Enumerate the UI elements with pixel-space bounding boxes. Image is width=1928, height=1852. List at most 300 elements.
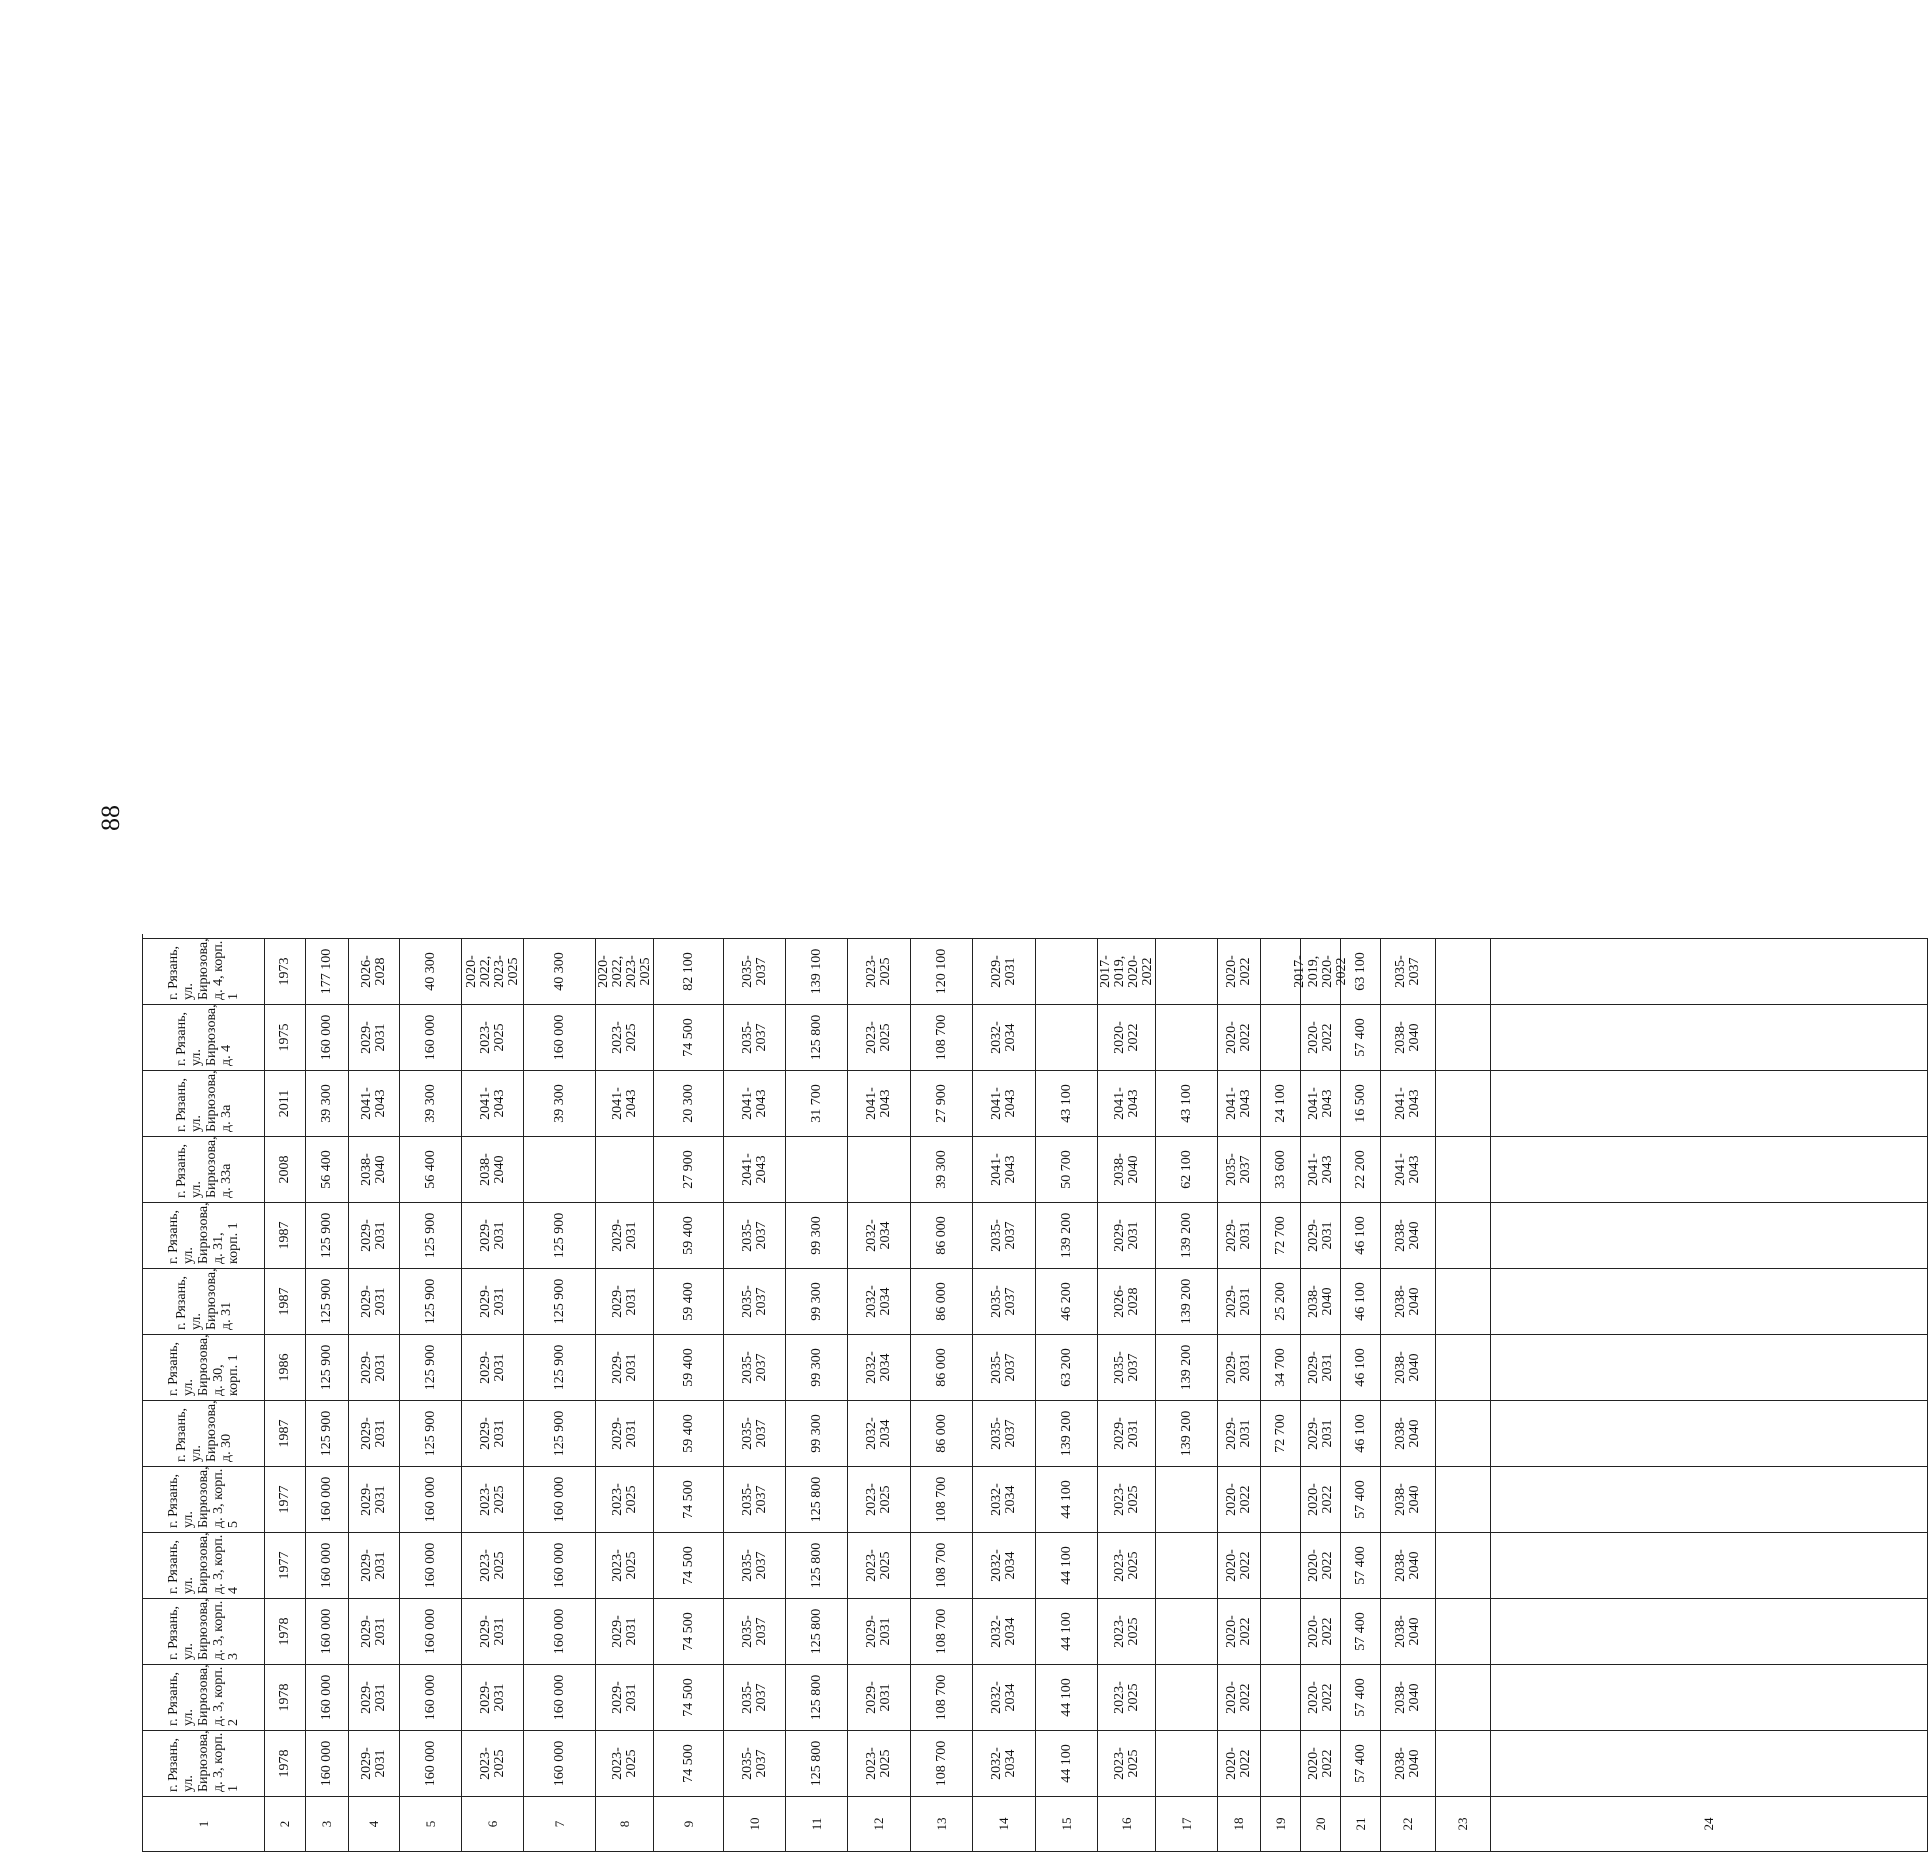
table-cell: 2041- 2043: [724, 1070, 786, 1136]
table-cell: 1978: [265, 1664, 306, 1730]
table-cell: 2026- 2028: [349, 938, 400, 1004]
table-cell: 2029- 2031: [848, 1664, 911, 1730]
table-cell: 39 300: [911, 1136, 973, 1202]
table-cell: 160 000: [524, 1730, 596, 1796]
column-header: 4: [349, 1796, 400, 1851]
table-cell: [1491, 1730, 1928, 1796]
table-cell: 2029- 2031: [349, 1334, 400, 1400]
column-header: 8: [596, 1796, 654, 1851]
table-cell: 2038- 2040: [1381, 1598, 1436, 1664]
table-cell: 2023- 2025: [848, 938, 911, 1004]
table-cell: 2029- 2031: [596, 1334, 654, 1400]
table-cell: 120 100: [911, 938, 973, 1004]
table-cell: 125 900: [400, 1202, 462, 1268]
column-header: 16: [1098, 1796, 1156, 1851]
table-cell: 24 100: [1261, 1070, 1301, 1136]
table-cell: 2029- 2031: [596, 1598, 654, 1664]
table-cell: 1987: [265, 1268, 306, 1334]
table-cell: 1973: [265, 938, 306, 1004]
table-cell: 108 700: [911, 1598, 973, 1664]
table-cell: 2020- 2022: [1218, 1730, 1261, 1796]
table-cell: 2023- 2025: [462, 1004, 524, 1070]
table-cell: 46 100: [1341, 1334, 1381, 1400]
table-cell: 2029- 2031: [1218, 1268, 1261, 1334]
table-cell: 2029- 2031: [1098, 1400, 1156, 1466]
table-cell: 2038- 2040: [1381, 1664, 1436, 1730]
table-cell: [1261, 1598, 1301, 1664]
table-cell: 57 400: [1341, 1664, 1381, 1730]
table-cell: 2023- 2025: [1098, 1598, 1156, 1664]
table-cell: 2020- 2022: [1218, 1466, 1261, 1532]
table-cell: 2035- 2037: [724, 1664, 786, 1730]
table-cell: 57 400: [1341, 1466, 1381, 1532]
table-cell: 86 000: [911, 1268, 973, 1334]
table-cell: 2038- 2040: [349, 1136, 400, 1202]
table-cell: 2032- 2034: [848, 1268, 911, 1334]
table-cell: 2029- 2031: [1301, 1400, 1341, 1466]
table-cell: 2026- 2028: [1098, 1268, 1156, 1334]
table-cell: 2029- 2031: [462, 1334, 524, 1400]
table-cell: 2041- 2043: [1381, 1070, 1436, 1136]
table-cell: 2020- 2022: [1301, 1532, 1341, 1598]
column-header: 6: [462, 1796, 524, 1851]
table-cell: 74 500: [654, 1730, 724, 1796]
table-cell: 20 300: [654, 1070, 724, 1136]
table-cell: 2029- 2031: [1301, 1334, 1341, 1400]
table-cell: 72 700: [1261, 1202, 1301, 1268]
table-cell: 2023- 2025: [848, 1532, 911, 1598]
table-cell: 57 400: [1341, 1730, 1381, 1796]
table-cell: 125 900: [400, 1400, 462, 1466]
column-header: 1: [143, 1796, 265, 1851]
page-number: 88: [96, 805, 125, 831]
table-cell: 44 100: [1036, 1532, 1098, 1598]
table-cell: 2020- 2022: [1301, 1664, 1341, 1730]
table-cell: 2029- 2031: [596, 1400, 654, 1466]
table-cell: 2029- 2031: [462, 1202, 524, 1268]
table-cell: 56 400: [306, 1136, 349, 1202]
address-cell: г. Рязань, ул. Бирюзова, д. 3, корп. 1: [143, 1730, 265, 1796]
table-cell: 2029- 2031: [848, 1598, 911, 1664]
table-cell: 2038- 2040: [462, 1136, 524, 1202]
table-cell: 46 100: [1341, 1202, 1381, 1268]
table-cell: 2035- 2037: [724, 1532, 786, 1598]
column-header: 13: [911, 1796, 973, 1851]
table-cell: 160 000: [400, 1466, 462, 1532]
table-cell: 99 300: [786, 1268, 848, 1334]
table-cell: 1975: [265, 1004, 306, 1070]
table-cell: [1261, 1730, 1301, 1796]
table-cell: 56 400: [400, 1136, 462, 1202]
table-cell: 125 900: [524, 1202, 596, 1268]
column-header: 15: [1036, 1796, 1098, 1851]
table-cell: 160 000: [306, 1466, 349, 1532]
table-cell: 2041- 2043: [1098, 1070, 1156, 1136]
table-cell: [1436, 1664, 1491, 1730]
table-cell: 125 800: [786, 1004, 848, 1070]
table-cell: 139 200: [1156, 1202, 1218, 1268]
table-cell: 2032- 2034: [848, 1400, 911, 1466]
table-cell: 2029- 2031: [462, 1664, 524, 1730]
table-cell: 2035- 2037: [724, 938, 786, 1004]
table-cell: 99 300: [786, 1202, 848, 1268]
table-cell: 59 400: [654, 1334, 724, 1400]
table-cell: 2020- 2022: [1098, 1004, 1156, 1070]
table-cell: 1987: [265, 1202, 306, 1268]
table-cell: [1436, 1532, 1491, 1598]
table-cell: 2035- 2037: [724, 1268, 786, 1334]
table-cell: [1261, 1466, 1301, 1532]
column-header: 12: [848, 1796, 911, 1851]
table-cell: 2020- 2022: [1218, 1532, 1261, 1598]
table-cell: 2023- 2025: [596, 1004, 654, 1070]
table-cell: 139 200: [1036, 1400, 1098, 1466]
table-cell: 125 800: [786, 1664, 848, 1730]
table-cell: 2041- 2043: [462, 1070, 524, 1136]
table-cell: 2035- 2037: [1098, 1334, 1156, 1400]
table-cell: [1491, 1466, 1928, 1532]
table-cell: 2032- 2034: [973, 1664, 1036, 1730]
table-cell: 160 000: [524, 1532, 596, 1598]
table-cell: 2029- 2031: [349, 1598, 400, 1664]
table-cell: 86 000: [911, 1202, 973, 1268]
table-cell: 2020- 2022, 2023- 2025: [596, 938, 654, 1004]
table-cell: [1036, 1004, 1098, 1070]
column-header: 7: [524, 1796, 596, 1851]
table-cell: 125 900: [524, 1334, 596, 1400]
table-cell: 125 900: [306, 1334, 349, 1400]
table-cell: 2038- 2040: [1098, 1136, 1156, 1202]
table-cell: 22 200: [1341, 1136, 1381, 1202]
table-cell: 2020- 2022: [1301, 1730, 1341, 1796]
table-cell: 2032- 2034: [848, 1202, 911, 1268]
table-cell: 25 200: [1261, 1268, 1301, 1334]
table-cell: 2038- 2040: [1381, 1532, 1436, 1598]
table-cell: 63 100: [1341, 938, 1381, 1004]
table-cell: [1491, 1400, 1928, 1466]
table-cell: 57 400: [1341, 1004, 1381, 1070]
table-cell: 82 100: [654, 938, 724, 1004]
table-cell: 2029- 2031: [596, 1268, 654, 1334]
table-cell: 39 300: [524, 1070, 596, 1136]
table-cell: 160 000: [524, 1664, 596, 1730]
table-cell: 72 700: [1261, 1400, 1301, 1466]
column-header: 10: [724, 1796, 786, 1851]
table-cell: 2017- 2019, 2020- 2022: [1301, 938, 1341, 1004]
address-cell: г. Рязань, ул. Бирюзова, д. 3, корп. 4: [143, 1532, 265, 1598]
table-cell: 2029- 2031: [596, 1664, 654, 1730]
address-cell: г. Рязань, ул. Бирюзова, д. 4, корп. 1: [143, 938, 265, 1004]
table-cell: 2023- 2025: [462, 1466, 524, 1532]
address-cell: г. Рязань, ул. Бирюзова, д. 30: [143, 1400, 265, 1466]
table-cell: 2029- 2031: [349, 1268, 400, 1334]
table-cell: 2029- 2031: [1301, 1202, 1341, 1268]
table-cell: 2041- 2043: [1381, 1136, 1436, 1202]
address-cell: г. Рязань, ул. Бирюзова, д. 30, корп. 1: [143, 1334, 265, 1400]
table-cell: [1436, 1400, 1491, 1466]
table-cell: 125 900: [524, 1268, 596, 1334]
table-cell: 2035- 2037: [973, 1202, 1036, 1268]
table-cell: 99 300: [786, 1400, 848, 1466]
table-cell: 125 800: [786, 1730, 848, 1796]
table-cell: [1436, 1070, 1491, 1136]
table-cell: 125 900: [306, 1268, 349, 1334]
table-cell: 46 200: [1036, 1268, 1098, 1334]
table-cell: 2041- 2043: [349, 1070, 400, 1136]
table-cell: 2035- 2037: [1381, 938, 1436, 1004]
address-cell: г. Рязань, ул. Бирюзова, д. 31: [143, 1268, 265, 1334]
table-cell: 57 400: [1341, 1598, 1381, 1664]
table-cell: 39 300: [400, 1070, 462, 1136]
table-cell: 2023- 2025: [848, 1730, 911, 1796]
address-cell: г. Рязань, ул. Бирюзова, д. 3, корп. 5: [143, 1466, 265, 1532]
table-cell: 2041- 2043: [596, 1070, 654, 1136]
table-cell: 108 700: [911, 1664, 973, 1730]
table-cell: 139 200: [1036, 1202, 1098, 1268]
table-cell: 43 100: [1036, 1070, 1098, 1136]
table-cell: [1491, 1202, 1928, 1268]
table-cell: [1491, 1004, 1928, 1070]
table-cell: 74 500: [654, 1004, 724, 1070]
table-cell: 2023- 2025: [848, 1466, 911, 1532]
table-cell: 2020- 2022: [1218, 938, 1261, 1004]
table-cell: 2041- 2043: [1301, 1070, 1341, 1136]
column-header: 2: [265, 1796, 306, 1851]
table-cell: 2032- 2034: [973, 1730, 1036, 1796]
table-cell: 2029- 2031: [349, 1664, 400, 1730]
column-header: 24: [1491, 1796, 1928, 1851]
table-cell: 2035- 2037: [973, 1400, 1036, 1466]
column-header: 18: [1218, 1796, 1261, 1851]
table-cell: [1436, 1202, 1491, 1268]
table-cell: 2023- 2025: [1098, 1730, 1156, 1796]
table-cell: 177 100: [306, 938, 349, 1004]
table-cell: 50 700: [1036, 1136, 1098, 1202]
table-cell: 139 200: [1156, 1334, 1218, 1400]
table-cell: 2023- 2025: [462, 1730, 524, 1796]
table-cell: 2023- 2025: [596, 1466, 654, 1532]
column-header: 17: [1156, 1796, 1218, 1851]
table-cell: 160 000: [400, 1004, 462, 1070]
table-cell: [1491, 1598, 1928, 1664]
table-cell: 2020- 2022: [1218, 1004, 1261, 1070]
column-header: 21: [1341, 1796, 1381, 1851]
table-cell: 125 800: [786, 1598, 848, 1664]
table-cell: 33 600: [1261, 1136, 1301, 1202]
table-cell: 108 700: [911, 1730, 973, 1796]
table-cell: [1491, 1334, 1928, 1400]
table-cell: 2032- 2034: [973, 1598, 1036, 1664]
table-cell: 108 700: [911, 1466, 973, 1532]
address-cell: г. Рязань, ул. Бирюзова, д. 33а: [143, 1136, 265, 1202]
table-cell: [786, 1136, 848, 1202]
table-cell: 1978: [265, 1598, 306, 1664]
table-cell: 160 000: [524, 1598, 596, 1664]
table-cell: 160 000: [306, 1004, 349, 1070]
table-cell: 2029- 2031: [1098, 1202, 1156, 1268]
table-cell: 2041- 2043: [848, 1070, 911, 1136]
table-cell: 62 100: [1156, 1136, 1218, 1202]
table-cell: 2029- 2031: [596, 1202, 654, 1268]
table-cell: 2035- 2037: [973, 1334, 1036, 1400]
table-cell: [1436, 1136, 1491, 1202]
table-cell: [848, 1136, 911, 1202]
table-cell: 1987: [265, 1400, 306, 1466]
table-cell: [1156, 1664, 1218, 1730]
table-cell: 2029- 2031: [1218, 1400, 1261, 1466]
table-cell: 16 500: [1341, 1070, 1381, 1136]
table-cell: 34 700: [1261, 1334, 1301, 1400]
table-cell: 160 000: [306, 1664, 349, 1730]
table-cell: 57 400: [1341, 1532, 1381, 1598]
table-cell: 46 100: [1341, 1268, 1381, 1334]
table-cell: 2035- 2037: [724, 1400, 786, 1466]
table-cell: 2029- 2031: [349, 1532, 400, 1598]
table-cell: 160 000: [524, 1466, 596, 1532]
table-cell: [1491, 1664, 1928, 1730]
table-cell: 44 100: [1036, 1664, 1098, 1730]
table-cell: [1436, 1004, 1491, 1070]
table-cell: 74 500: [654, 1664, 724, 1730]
table-cell: 2020- 2022: [1301, 1466, 1341, 1532]
table-cell: 2041- 2043: [973, 1070, 1036, 1136]
table-cell: 125 900: [400, 1268, 462, 1334]
table-cell: 2017- 2019, 2020- 2022: [1098, 938, 1156, 1004]
table-cell: 160 000: [400, 1730, 462, 1796]
table-cell: 86 000: [911, 1334, 973, 1400]
table-cell: 74 500: [654, 1466, 724, 1532]
table-cell: 125 900: [400, 1334, 462, 1400]
table-cell: [1491, 1136, 1928, 1202]
table-cell: 2038- 2040: [1381, 1004, 1436, 1070]
table-cell: 2029- 2031: [349, 1004, 400, 1070]
column-header: 14: [973, 1796, 1036, 1851]
table-cell: 2032- 2034: [973, 1466, 1036, 1532]
table-cell: 2029- 2031: [462, 1598, 524, 1664]
table-cell: 46 100: [1341, 1400, 1381, 1466]
table-cell: 2029- 2031: [349, 1400, 400, 1466]
table-cell: [1156, 1598, 1218, 1664]
table-cell: 2032- 2034: [973, 1532, 1036, 1598]
column-header: 22: [1381, 1796, 1436, 1851]
table-cell: 1986: [265, 1334, 306, 1400]
table-cell: 2029- 2031: [1218, 1334, 1261, 1400]
table-cell: 2023- 2025: [462, 1532, 524, 1598]
table-cell: 31 700: [786, 1070, 848, 1136]
table-cell: 2038- 2040: [1301, 1268, 1341, 1334]
table-cell: [1436, 1466, 1491, 1532]
table-cell: 2041- 2043: [724, 1136, 786, 1202]
table-cell: 139 100: [786, 938, 848, 1004]
table-cell: 2023- 2025: [848, 1004, 911, 1070]
table-cell: [1491, 1070, 1928, 1136]
table-cell: [1436, 1268, 1491, 1334]
table-cell: 43 100: [1156, 1070, 1218, 1136]
table-cell: 2038- 2040: [1381, 1334, 1436, 1400]
table-cell: 160 000: [306, 1730, 349, 1796]
table-cell: 2029- 2031: [349, 1466, 400, 1532]
table-cell: 2038- 2040: [1381, 1202, 1436, 1268]
column-header: 11: [786, 1796, 848, 1851]
table-cell: 2035- 2037: [724, 1730, 786, 1796]
table-cell: 125 900: [306, 1400, 349, 1466]
table-cell: 40 300: [524, 938, 596, 1004]
table-cell: 99 300: [786, 1334, 848, 1400]
table-cell: [1156, 938, 1218, 1004]
table-cell: [1436, 1730, 1491, 1796]
table-cell: [1436, 1334, 1491, 1400]
table-cell: 2020- 2022: [1218, 1598, 1261, 1664]
table-cell: 2029- 2031: [1218, 1202, 1261, 1268]
address-cell: г. Рязань, ул. Бирюзова, д. 31, корп. 1: [143, 1202, 265, 1268]
table-cell: 2035- 2037: [724, 1598, 786, 1664]
table-cell: 2023- 2025: [1098, 1664, 1156, 1730]
table-cell: 2038- 2040: [1381, 1466, 1436, 1532]
table-cell: 2038- 2040: [1381, 1730, 1436, 1796]
table-cell: [1491, 1532, 1928, 1598]
table-cell: 2023- 2025: [1098, 1532, 1156, 1598]
table-cell: 2023- 2025: [1098, 1466, 1156, 1532]
table-cell: 125 800: [786, 1532, 848, 1598]
table-cell: 2023- 2025: [596, 1532, 654, 1598]
table-cell: 160 000: [400, 1532, 462, 1598]
table-cell: 59 400: [654, 1268, 724, 1334]
table-cell: 2023- 2025: [596, 1730, 654, 1796]
table-cell: 59 400: [654, 1202, 724, 1268]
table-cell: 2020- 2022, 2023- 2025: [462, 938, 524, 1004]
table-cell: 160 000: [524, 1004, 596, 1070]
table-cell: 2029- 2031: [349, 1730, 400, 1796]
table-cell: 40 300: [400, 938, 462, 1004]
address-cell: г. Рязань, ул. Бирюзова, д. 3, корп. 2: [143, 1664, 265, 1730]
table-cell: 2020- 2022: [1301, 1598, 1341, 1664]
table-cell: 2029- 2031: [462, 1268, 524, 1334]
table-cell: [524, 1136, 596, 1202]
table-cell: 2029- 2031: [462, 1400, 524, 1466]
table-cell: 108 700: [911, 1004, 973, 1070]
table-cell: 44 100: [1036, 1466, 1098, 1532]
table-cell: 44 100: [1036, 1598, 1098, 1664]
table-cell: 2029- 2031: [349, 1202, 400, 1268]
data-table: [142, 934, 1928, 1852]
table-cell: [1156, 1004, 1218, 1070]
column-header: 3: [306, 1796, 349, 1851]
table-cell: 2035- 2037: [724, 1004, 786, 1070]
table-cell: 2032- 2034: [973, 1004, 1036, 1070]
table-cell: 160 000: [400, 1598, 462, 1664]
table-cell: 2035- 2037: [724, 1334, 786, 1400]
table-cell: 1977: [265, 1532, 306, 1598]
table-cell: 160 000: [306, 1532, 349, 1598]
column-header: 9: [654, 1796, 724, 1851]
table-cell: [1036, 938, 1098, 1004]
address-cell: г. Рязань, ул. Бирюзова, д. 3, корп. 3: [143, 1598, 265, 1664]
column-header: 19: [1261, 1796, 1301, 1851]
table-cell: [1491, 1268, 1928, 1334]
table-cell: 86 000: [911, 1400, 973, 1466]
table-cell: 2032- 2034: [848, 1334, 911, 1400]
table-cell: 2035- 2037: [724, 1466, 786, 1532]
table-cell: 2035- 2037: [724, 1202, 786, 1268]
table-cell: 27 900: [911, 1070, 973, 1136]
table-cell: 2011: [265, 1070, 306, 1136]
table-cell: 2038- 2040: [1381, 1268, 1436, 1334]
table-cell: [1436, 1598, 1491, 1664]
table-cell: 125 900: [306, 1202, 349, 1268]
table-cell: 27 900: [654, 1136, 724, 1202]
table-cell: 2029- 2031: [973, 938, 1036, 1004]
table-cell: 74 500: [654, 1598, 724, 1664]
